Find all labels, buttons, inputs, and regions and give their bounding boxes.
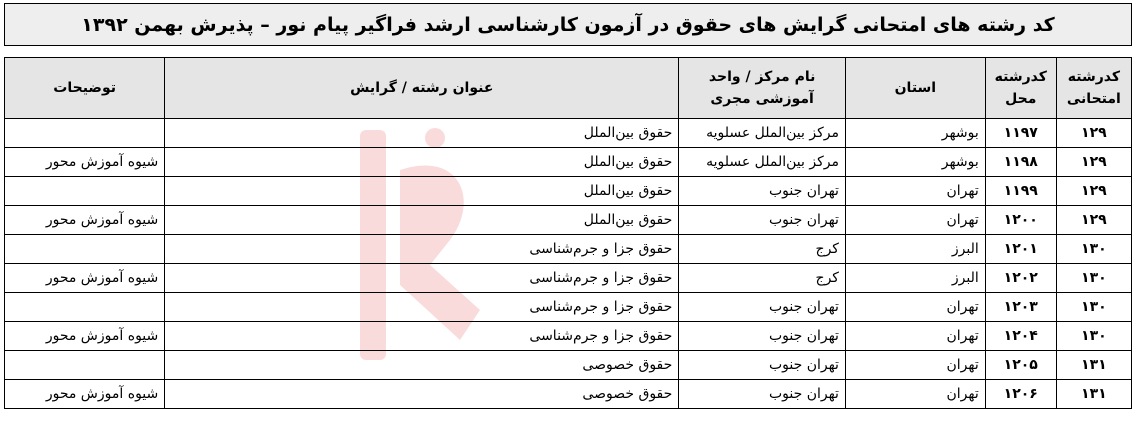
unit-cell: تهران جنوب (679, 351, 846, 380)
exam-code-cell: ۱۳۰ (1056, 264, 1131, 293)
province-cell: تهران (845, 293, 985, 322)
place-code-cell: ۱۱۹۸ (985, 148, 1056, 177)
table-row (5, 177, 1132, 206)
exam-code-cell: ۱۲۹ (1056, 206, 1131, 235)
exam-code-cell: ۱۲۹ (1056, 177, 1131, 206)
exam-codes-table (4, 57, 1132, 409)
unit-cell: تهران جنوب (679, 293, 846, 322)
exam-code-cell: ۱۲۹ (1056, 119, 1131, 148)
header-exam-code: کدرشته امتحانی (1056, 58, 1131, 119)
field-cell: حقوق جزا و جرم‌شناسی (165, 293, 679, 322)
field-cell: حقوق جزا و جرم‌شناسی (165, 264, 679, 293)
table-row (5, 264, 1132, 293)
title-bar (4, 3, 1132, 46)
unit-cell: مرکز بین‌الملل عسلویه (679, 119, 846, 148)
notes-cell: شیوه آموزش محور (5, 148, 165, 177)
table-row (5, 235, 1132, 264)
exam-code-cell: ۱۳۰ (1056, 322, 1131, 351)
notes-cell: شیوه آموزش محور (5, 264, 165, 293)
table-row (5, 322, 1132, 351)
unit-cell: تهران جنوب (679, 177, 846, 206)
notes-cell (5, 351, 165, 380)
province-cell: بوشهر (845, 148, 985, 177)
header-notes: توضیحات (5, 58, 165, 119)
field-cell: حقوق بین‌الملل (165, 119, 679, 148)
notes-cell (5, 293, 165, 322)
province-cell: تهران (845, 322, 985, 351)
province-cell: تهران (845, 206, 985, 235)
unit-cell: کرج (679, 264, 846, 293)
notes-cell: شیوه آموزش محور (5, 322, 165, 351)
notes-cell: شیوه آموزش محور (5, 380, 165, 409)
table-row (5, 206, 1132, 235)
notes-cell (5, 119, 165, 148)
place-code-cell: ۱۱۹۹ (985, 177, 1056, 206)
unit-cell: مرکز بین‌الملل عسلویه (679, 148, 846, 177)
header-unit: نام مرکز / واحد آموزشی مجری (679, 58, 846, 119)
place-code-cell: ۱۲۰۰ (985, 206, 1056, 235)
place-code-cell: ۱۲۰۶ (985, 380, 1056, 409)
header-province: استان (845, 58, 985, 119)
place-code-cell: ۱۲۰۲ (985, 264, 1056, 293)
place-code-cell: ۱۲۰۳ (985, 293, 1056, 322)
field-cell: حقوق بین‌الملل (165, 177, 679, 206)
province-cell: تهران (845, 177, 985, 206)
place-code-cell: ۱۲۰۴ (985, 322, 1056, 351)
exam-code-cell: ۱۲۹ (1056, 148, 1131, 177)
province-cell: البرز (845, 264, 985, 293)
page-title: کد رشته های امتحانی گرایش های حقوق در آزمون کارشناسی ارشد فراگیر پیام نور – پذیرش بهمن ۱۳۹۲ (81, 13, 1055, 36)
table-row (5, 293, 1132, 322)
field-cell: حقوق خصوصی (165, 380, 679, 409)
exam-code-cell: ۱۳۱ (1056, 380, 1131, 409)
notes-cell (5, 177, 165, 206)
place-code-cell: ۱۱۹۷ (985, 119, 1056, 148)
table-row (5, 119, 1132, 148)
province-cell: البرز (845, 235, 985, 264)
field-cell: حقوق خصوصی (165, 351, 679, 380)
header-field: عنوان رشته / گرایش (165, 58, 679, 119)
field-cell: حقوق جزا و جرم‌شناسی (165, 235, 679, 264)
place-code-cell: ۱۲۰۱ (985, 235, 1056, 264)
unit-cell: تهران جنوب (679, 380, 846, 409)
notes-cell: شیوه آموزش محور (5, 206, 165, 235)
province-cell: تهران (845, 380, 985, 409)
exam-code-cell: ۱۳۱ (1056, 351, 1131, 380)
notes-cell (5, 235, 165, 264)
exam-code-cell: ۱۳۰ (1056, 235, 1131, 264)
field-cell: حقوق بین‌الملل (165, 148, 679, 177)
province-cell: بوشهر (845, 119, 985, 148)
province-cell: تهران (845, 351, 985, 380)
exam-code-cell: ۱۳۰ (1056, 293, 1131, 322)
unit-cell: تهران جنوب (679, 322, 846, 351)
table-row (5, 148, 1132, 177)
unit-cell: کرج (679, 235, 846, 264)
table-row (5, 351, 1132, 380)
place-code-cell: ۱۲۰۵ (985, 351, 1056, 380)
field-cell: حقوق بین‌الملل (165, 206, 679, 235)
field-cell: حقوق جزا و جرم‌شناسی (165, 322, 679, 351)
table-row (5, 380, 1132, 409)
unit-cell: تهران جنوب (679, 206, 846, 235)
header-place-code: کدرشته محل (985, 58, 1056, 119)
table-header-row (5, 58, 1132, 119)
